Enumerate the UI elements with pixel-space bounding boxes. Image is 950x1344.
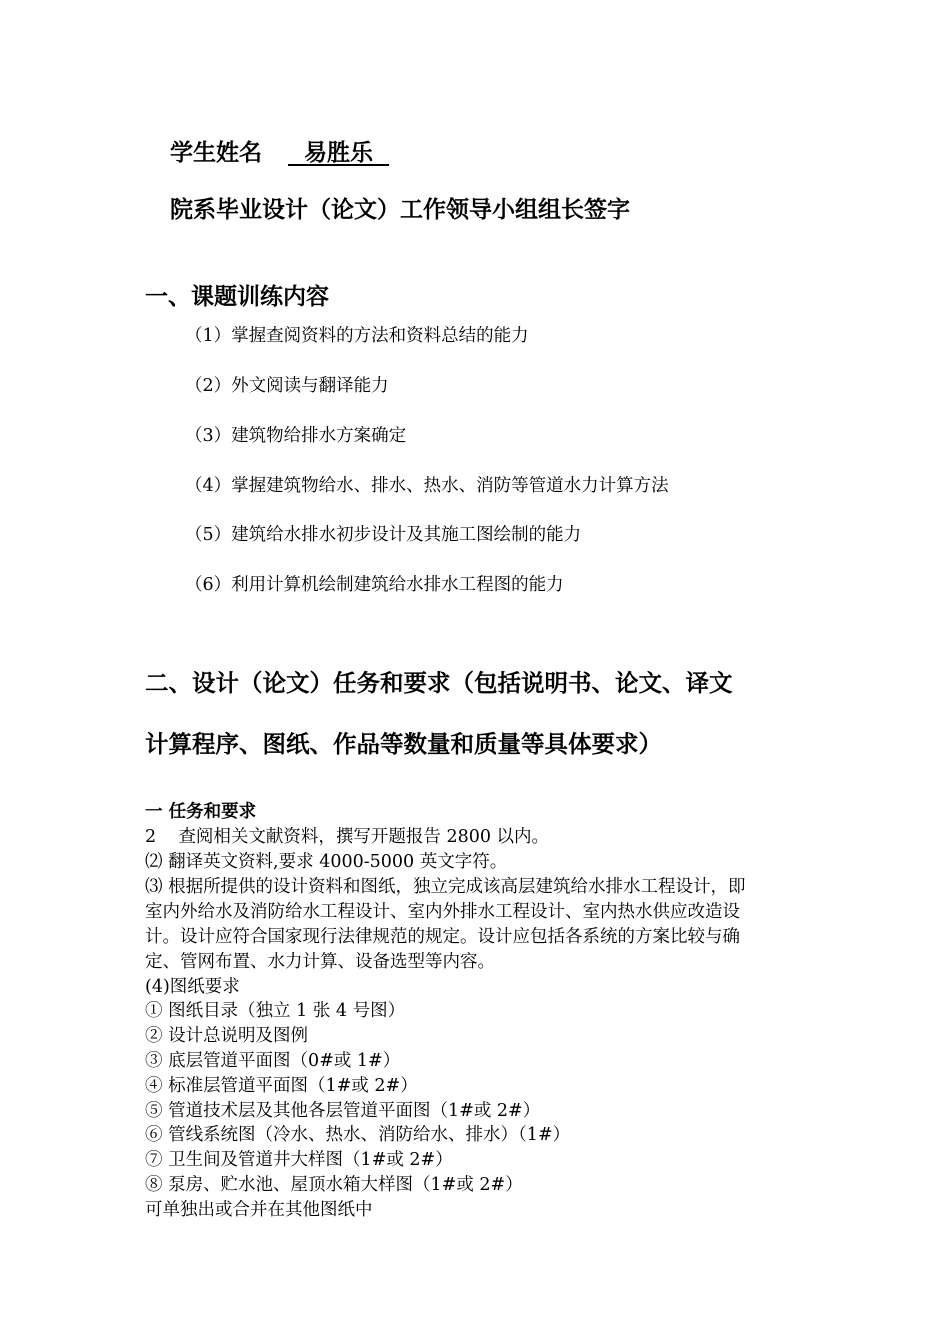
- student-name-field: [170, 134, 389, 167]
- training-item: （6）利用计算机绘制建筑给水排水工程图的能力: [185, 575, 564, 595]
- section2-title-line2: 计算程序、图纸、作品等数量和质量等具体要求）: [145, 730, 662, 758]
- drawing-item: ① 图纸目录（独立 1 张 4 号图）: [145, 1001, 406, 1021]
- task-line: 室内外给水及消防给水工程设计、室内外排水工程设计、室内热水供应改造设: [145, 902, 740, 922]
- task-line: 定、管网布置、水力计算、设备选型等内容。: [145, 952, 495, 972]
- drawing-item: ⑧ 泵房、贮水池、屋顶水箱大样图（1#或 2#）: [145, 1175, 523, 1195]
- student-name-value: 易胜乐: [288, 140, 390, 166]
- training-item: （4）掌握建筑物给水、排水、热水、消防等管道水力计算方法: [185, 476, 669, 496]
- tasks-heading: 一 任务和要求: [145, 802, 257, 822]
- task-line: 可单独出或合并在其他图纸中: [145, 1200, 373, 1220]
- task-line: ⑵ 翻译英文资料,要求 4000-5000 英文字符。: [145, 852, 508, 872]
- section2-title-line1: 二、设计（论文）任务和要求（包括说明书、论文、译文: [145, 669, 733, 697]
- drawing-item: ② 设计总说明及图例: [145, 1026, 309, 1046]
- training-item: （1）掌握查阅资料的方法和资料总结的能力: [185, 326, 529, 346]
- training-item: （5）建筑给水排水初步设计及其施工图绘制的能力: [185, 525, 582, 545]
- task-line: 计。设计应符合国家现行法律规范的规定。设计应包括各系统的方案比较与确: [145, 927, 740, 947]
- supervisor-signature-line: 院系毕业设计（论文）工作领导小组组长签字: [170, 197, 630, 223]
- drawing-item: ⑥ 管线系统图（冷水、热水、消防给水、排水）（1#）: [145, 1125, 571, 1145]
- drawing-item: ⑦ 卫生间及管道井大样图（1#或 2#）: [145, 1150, 453, 1170]
- drawing-item: ③ 底层管道平面图（0#或 1#）: [145, 1051, 401, 1071]
- drawing-item: ④ 标准层管道平面图（1#或 2#）: [145, 1076, 418, 1096]
- training-item: （2）外文阅读与翻译能力: [185, 376, 389, 396]
- student-name-label: 学生姓名: [170, 140, 262, 166]
- drawing-item: ⑤ 管道技术层及其他各层管道平面图（1#或 2#）: [145, 1101, 541, 1121]
- task-line: ⑶ 根据所提供的设计资料和图纸，独立完成该高层建筑给水排水工程设计，即: [145, 877, 746, 897]
- section1-title: 一、课题训练内容: [145, 284, 329, 310]
- training-item: （3）建筑物给排水方案确定: [185, 426, 407, 446]
- task-line: (4)图纸要求: [145, 977, 240, 997]
- task-line: 2 查阅相关文献资料，撰写开题报告 2800 以内。: [145, 827, 550, 847]
